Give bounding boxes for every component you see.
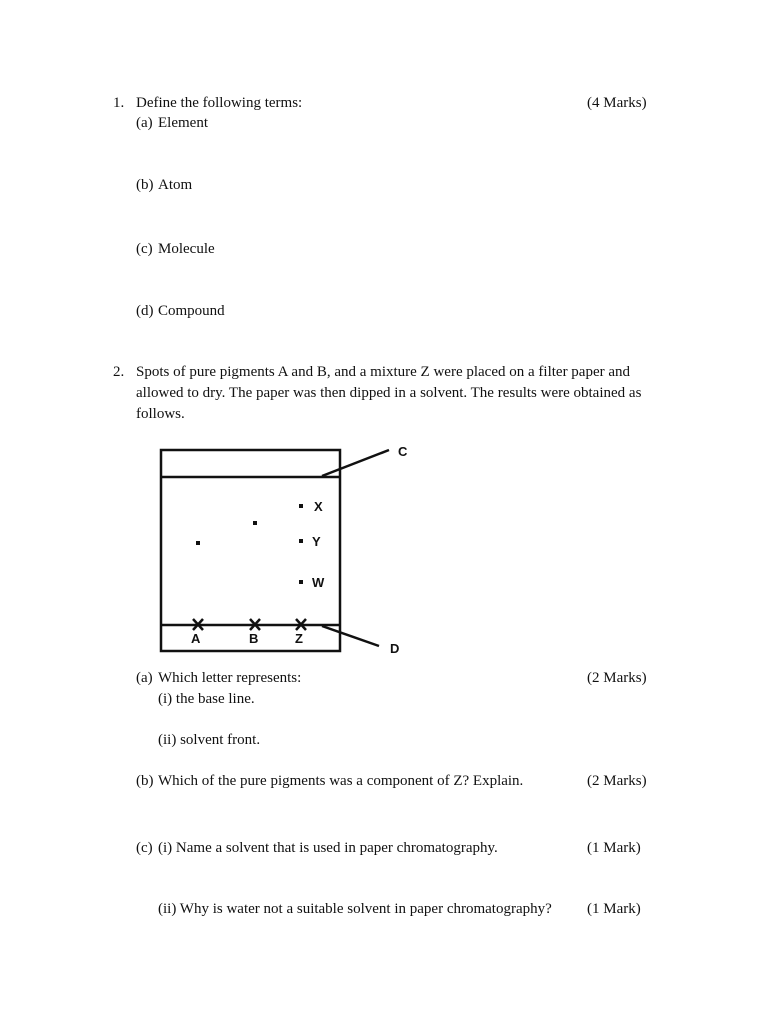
question-2-number: 2.	[113, 364, 125, 380]
q1-part-c-label: (c)	[136, 241, 153, 257]
spot-a	[196, 541, 200, 545]
spot-y	[299, 539, 303, 543]
q2-part-c-i: (i) Name a solvent that is used in paper chromatography.	[158, 840, 498, 856]
spot-label-w: W	[312, 575, 325, 590]
base-label-z: Z	[295, 631, 303, 646]
base-label-a: A	[191, 631, 201, 646]
q1-part-a-text: Element	[158, 115, 208, 131]
label-d: D	[390, 641, 400, 656]
q2-part-a-i: (i) the base line.	[158, 691, 255, 707]
q1-part-d-text: Compound	[158, 303, 225, 319]
q2-part-c-ii: (ii) Why is water not a suitable solvent in paper chromatography?	[158, 901, 552, 917]
q2-part-b-marks: (2 Marks)	[587, 773, 647, 789]
leader-line-c	[322, 450, 389, 476]
q1-part-b-label: (b)	[136, 177, 154, 193]
spot-label-x: X	[314, 499, 323, 514]
q1-part-a-label: (a)	[136, 115, 153, 131]
question-2-intro-line-1: Spots of pure pigments A and B, and a mixture Z were placed on a filter paper and	[136, 364, 631, 380]
q2-part-b-label: (b)	[136, 773, 154, 789]
question-1-prompt: Define the following terms:	[136, 95, 303, 111]
q2-part-c-i-marks: (1 Mark)	[587, 840, 641, 856]
q2-part-a-label: (a)	[136, 670, 153, 686]
spot-label-y: Y	[312, 534, 321, 549]
q1-part-b-text: Atom	[158, 177, 193, 193]
q2-part-c-label: (c)	[136, 840, 153, 856]
question-2-intro-line-3: follows.	[136, 406, 185, 422]
q2-part-a-text: Which letter represents:	[158, 670, 302, 686]
question-1-number: 1.	[113, 95, 125, 111]
chromatogram-diagram	[150, 440, 420, 660]
q2-part-a-ii: (ii) solvent front.	[158, 732, 261, 748]
question-2-intro-line-2: allowed to dry. The paper was then dipped in a solvent. The results were obtained as	[136, 385, 642, 401]
spot-w	[299, 580, 303, 584]
label-c: C	[398, 444, 408, 459]
question-1-marks: (4 Marks)	[587, 95, 647, 111]
leader-line-d	[322, 626, 379, 646]
q2-part-c-ii-marks: (1 Mark)	[587, 901, 641, 917]
q2-part-a-marks: (2 Marks)	[587, 670, 647, 686]
spot-b	[253, 521, 257, 525]
q1-part-d-label: (d)	[136, 303, 154, 319]
q2-part-b-text: Which of the pure pigments was a component of Z? Explain.	[158, 773, 524, 789]
q1-part-c-text: Molecule	[158, 241, 215, 257]
spot-x	[299, 504, 303, 508]
base-label-b: B	[249, 631, 259, 646]
